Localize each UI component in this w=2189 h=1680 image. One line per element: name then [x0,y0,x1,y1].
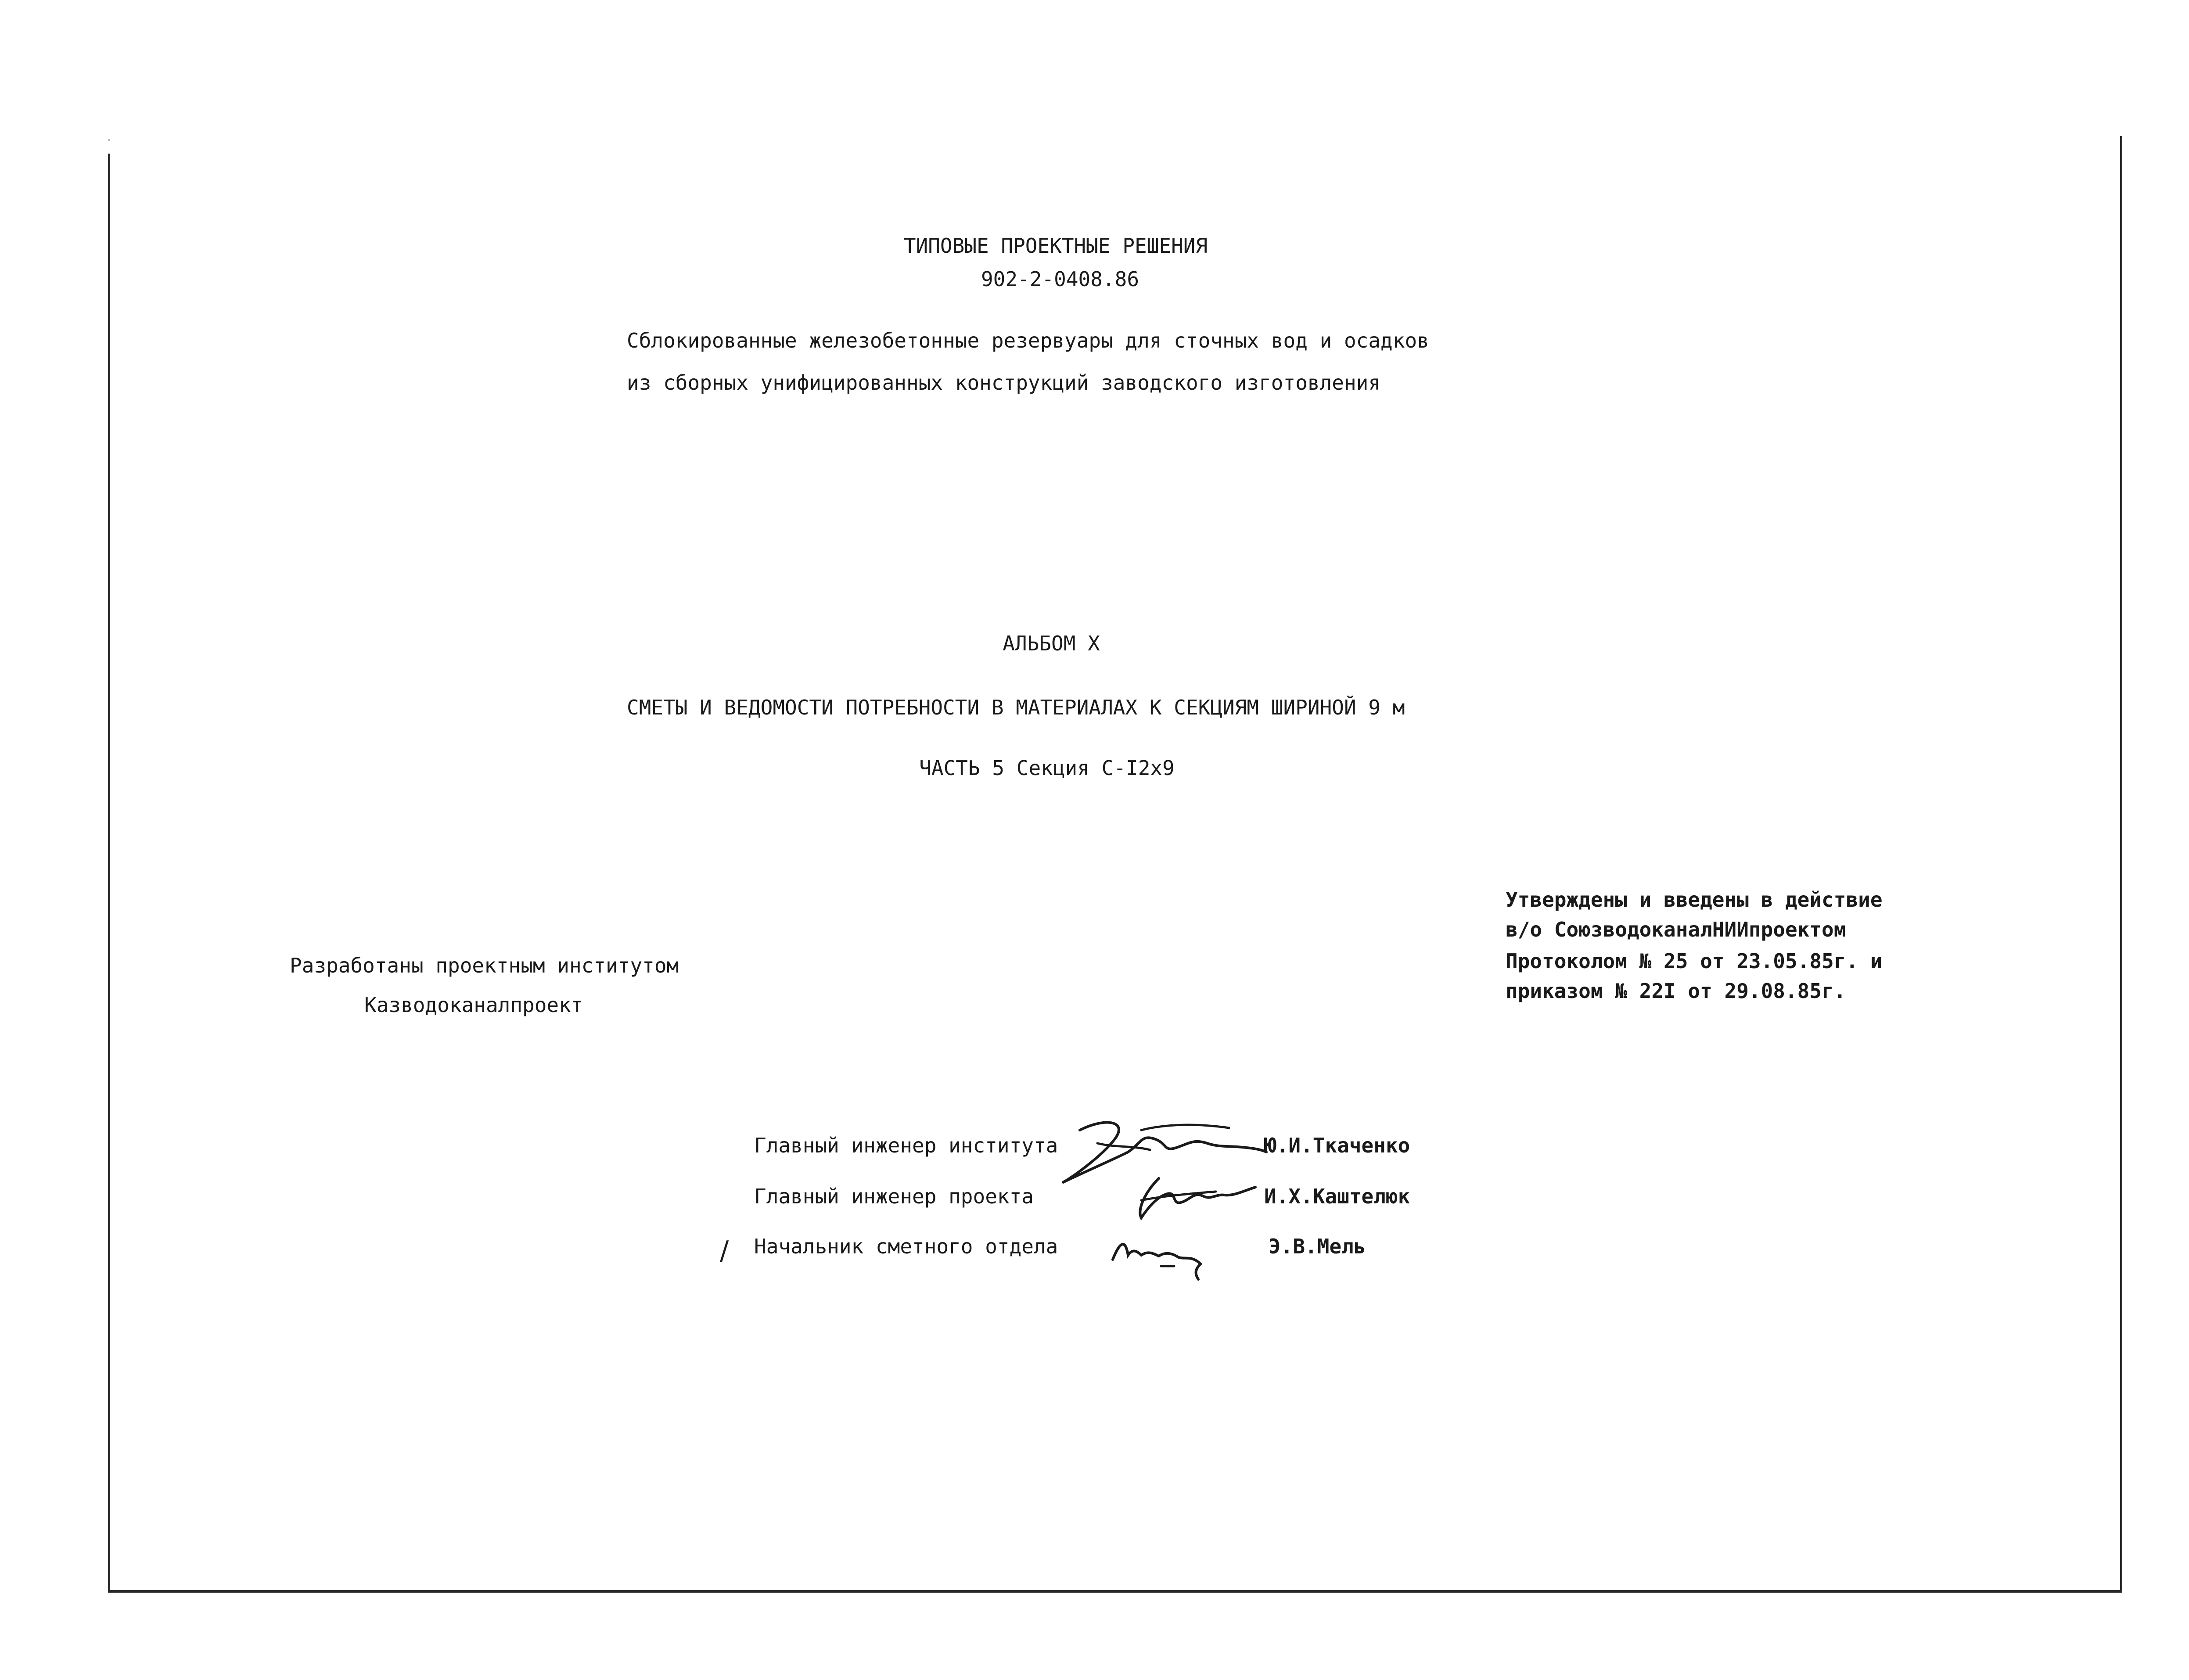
frame-bottom-border [108,1590,2122,1593]
signatory-name-head-estimate-dept: Э.В.Мель [1269,1235,1366,1258]
signature-kashteliuk-icon [1128,1170,1260,1227]
signature-mel-icon [1108,1224,1222,1282]
margin-slash-mark: / [720,1235,729,1266]
subject-line-1: Сблокированные железобетонные резервуары для сточных вод и осадков [627,329,1429,352]
album-part: ЧАСТЬ 5 Секция С-I2х9 [919,756,1175,780]
signatory-name-chief-engineer-project: И.Х.Каштелюк [1264,1185,1410,1208]
approval-line-2: в/о СоюзводоканалНИИпроектом [1506,918,1846,941]
approval-line-3: Протоколом № 25 от 23.05.85г. и [1506,949,1883,973]
frame-left-border [108,140,110,1592]
album-title: СМЕТЫ И ВЕДОМОСТИ ПОТРЕБНОСТИ В МАТЕРИАЛАХ К СЕКЦИЯМ ШИРИНОЙ 9 м [627,696,1405,719]
series-code: 902-2-0408.86 [981,267,1139,291]
album-label: АЛЬБОМ X [1003,632,1100,655]
subject-line-2: из сборных унифицированных конструкций заводского изготовления [627,371,1381,395]
frame-gap [108,140,110,154]
signatory-role-head-estimate-dept: Начальник сметного отдела [754,1235,1058,1258]
frame-tick [108,1273,110,1274]
developer-line-2: Казводоканалпроект [364,993,583,1017]
signatory-name-chief-engineer-institute: Ю.И.Ткаченко [1264,1134,1410,1157]
series-title: ТИПОВЫЕ ПРОЕКТНЫЕ РЕШЕНИЯ [903,234,1208,258]
signatory-role-chief-engineer-project: Главный инженер проекта [754,1185,1034,1208]
signatory-role-chief-engineer-institute: Главный инженер института [754,1134,1058,1157]
developer-line-1: Разработаны проектным институтом [290,954,679,977]
approval-line-4: приказом № 22I от 29.08.85г. [1506,979,1846,1003]
approval-line-1: Утверждены и введены в действие [1506,888,1883,912]
frame-right-border [2120,136,2122,1592]
